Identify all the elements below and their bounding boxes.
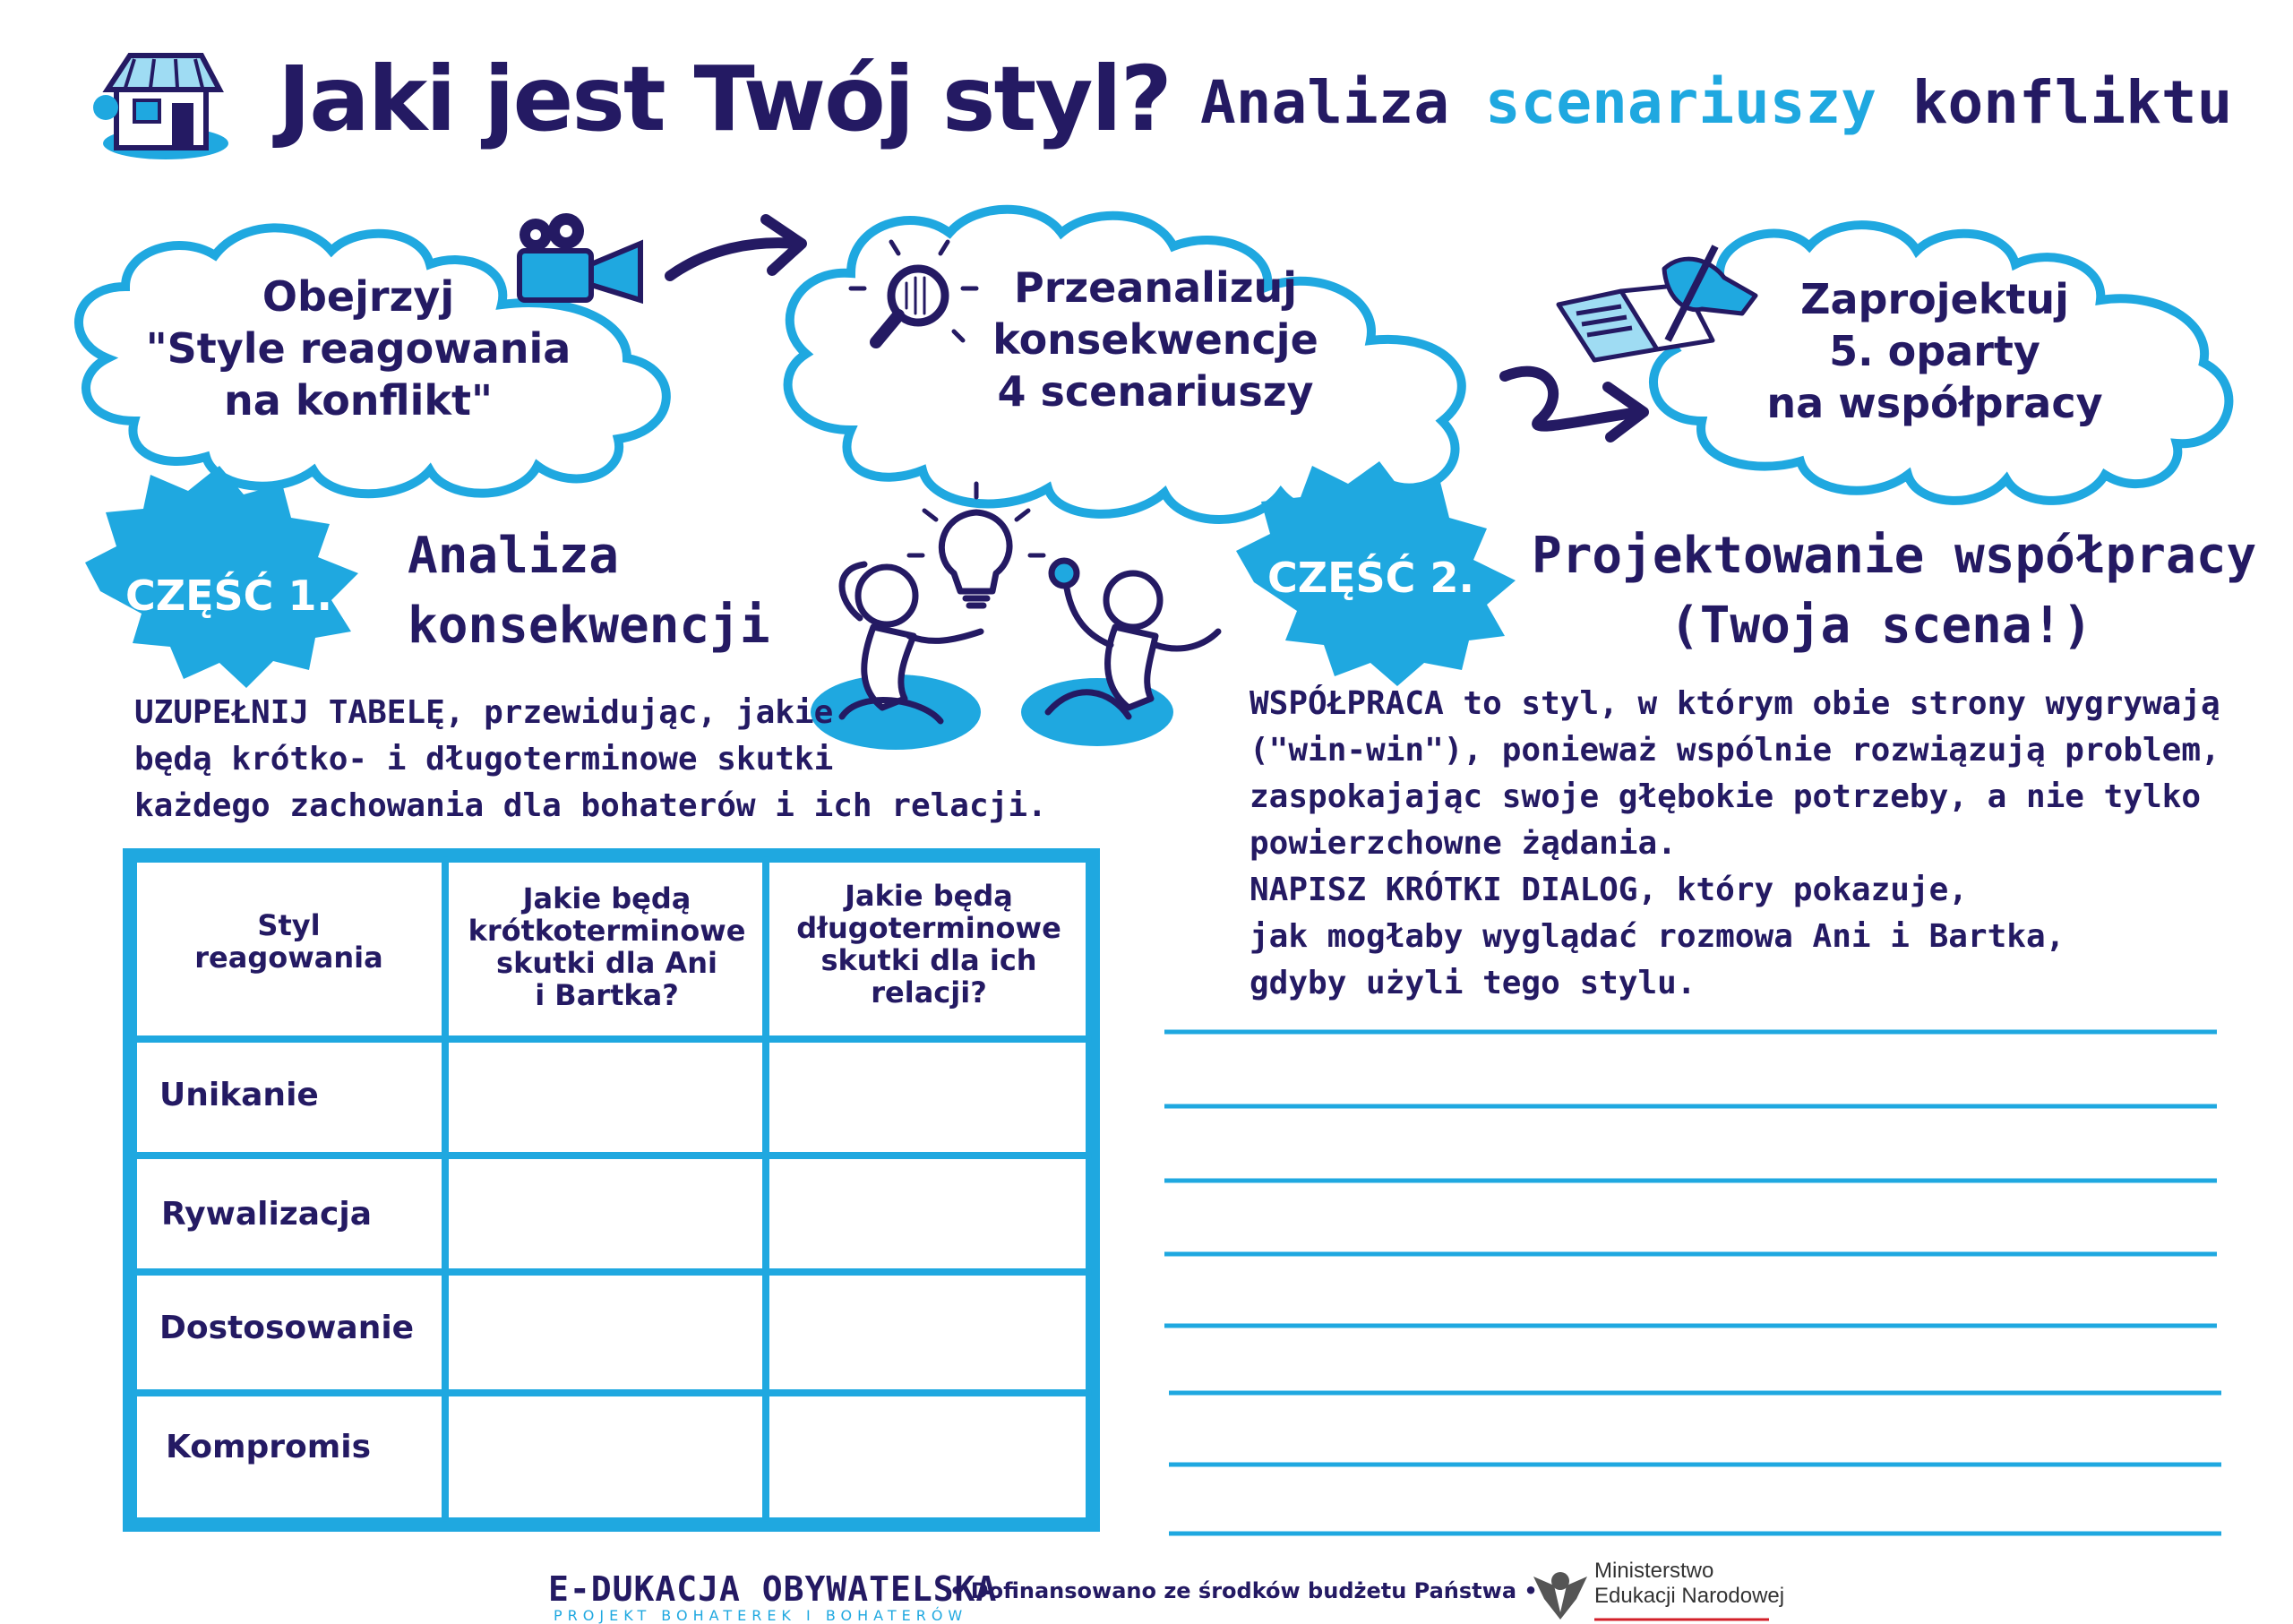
arrow-curved-right-icon: [1505, 372, 1644, 437]
part2-text-line-7: gdyby użyli tego stylu.: [1250, 965, 1696, 1001]
table-header-style-line-2: reagowania: [194, 941, 383, 975]
step-1-text: [125, 271, 591, 426]
table-row-label-dostosowanie: Dostosowanie: [159, 1310, 415, 1346]
footer-brand-logo: E-DUKACJA OBYWATELSKA: [548, 1569, 998, 1609]
part2-title: [1532, 521, 2257, 661]
magnifier-icon: [851, 242, 976, 342]
part2-badge: CZĘŚĆ 2.: [1267, 554, 1474, 602]
page-subtitle: [1200, 68, 2232, 137]
footer-funding: • Dofinansowano ze środków budżetu Państwa •: [949, 1578, 1538, 1603]
table-header-long-line-4: relacji?: [871, 975, 987, 1010]
footer-ministry: [1594, 1559, 1784, 1609]
footer-brand-subtitle: PROJEKT BOHATEREK I BOHATERÓW: [554, 1607, 968, 1624]
table-header-short-line-3: skutki dla Ani: [496, 946, 717, 980]
step-2-line-1: Przeanalizuj: [1013, 263, 1298, 312]
part2-title-line-1: Projektowanie współpracy: [1532, 527, 2257, 585]
table-header-short-term: [452, 882, 761, 1011]
table-header-long-line-3: skutki dla ich: [820, 943, 1037, 977]
table-header-long-line-2: długoterminowe: [796, 911, 1061, 945]
part2-text-line-2: ("win-win"), ponieważ wspólnie rozwiązują problem,: [1250, 732, 2220, 769]
step-3-line-1: Zaprojektuj: [1800, 275, 2069, 323]
part1-badge: CZĘŚĆ 1.: [125, 571, 332, 620]
part1-instruction-line-3: każdego zachowania dla bohaterów i ich relacji.: [134, 787, 1047, 824]
table-header-style: [139, 909, 439, 974]
page-title: Jaki jest Twój styl?: [278, 47, 1171, 151]
part2-text-line-4: powierzchowne żądania.: [1250, 825, 1677, 862]
footer-ministry-line-1: Ministerstwo: [1594, 1559, 1714, 1583]
table-header-long-term: [772, 880, 1086, 1009]
subtitle-text-1: Analiza: [1200, 68, 1450, 137]
part2-text-line-6: jak mogłaby wyglądać rozmowa Ani i Bartka,: [1250, 918, 2065, 955]
part1-instruction-line-2: będą krótko- i długoterminowe skutki: [134, 741, 834, 778]
table-row-label-kompromis: Kompromis: [166, 1429, 372, 1465]
step-3-text: [1738, 273, 2132, 429]
step-3-line-3: na współpracy: [1766, 379, 2103, 427]
subtitle-text-2: konfliktu: [1911, 68, 2233, 137]
part2-text-line-5: NAPISZ KRÓTKI DIALOG, który pokazuje,: [1250, 872, 1968, 908]
part1-title-line-1: Analiza: [408, 527, 620, 585]
footer-ministry-line-2: Edukacji Narodowej: [1594, 1584, 1785, 1608]
table-header-short-line-4: i Bartka?: [535, 978, 679, 1012]
step-1-line-1: Obejrzyj: [262, 272, 455, 321]
table-header-style-line-1: Styl: [257, 908, 321, 942]
step-1-line-2: "Style reagowania: [145, 324, 571, 373]
part1-instruction-line-1: UZUPEŁNIJ TABELĘ, przewidując, jakie: [134, 694, 834, 731]
table-header-short-line-1: Jakie będą: [522, 881, 691, 915]
step-3-line-2: 5. oparty: [1829, 327, 2040, 375]
part2-text-line-1: WSPÓŁPRACA to styl, w którym obie strony wygrywają: [1250, 685, 2220, 722]
step-2-text: [976, 262, 1335, 417]
part2-title-line-2: (Twoja scena!): [1669, 597, 2092, 655]
step-1-line-3: na konflikt": [224, 376, 493, 425]
part2-text-line-3: zaspokajając swoje głębokie potrzeby, a nie tylko: [1250, 778, 2202, 815]
table-header-short-line-2: krótkoterminowe: [468, 914, 746, 948]
dialog-writing-lines: [1164, 1032, 2221, 1534]
part2-text: [1250, 681, 2220, 1007]
part1-title: [408, 521, 770, 661]
subtitle-highlight: scenariuszy: [1484, 68, 1876, 137]
step-2-line-2: konsekwencje: [992, 315, 1318, 364]
table-header-long-line-1: Jakie będą: [845, 879, 1013, 913]
arrow-right-icon: [670, 219, 802, 276]
table-row-label-unikanie: Unikanie: [159, 1077, 319, 1113]
eagle-emblem-icon: [1533, 1572, 1587, 1620]
table-row-label-rywalizacja: Rywalizacja: [161, 1196, 373, 1233]
house-logo-icon: [93, 56, 228, 159]
part1-title-line-2: konsekwencji: [408, 597, 770, 655]
part1-instruction: [134, 690, 1047, 829]
step-2-line-3: 4 scenariuszy: [997, 367, 1314, 416]
